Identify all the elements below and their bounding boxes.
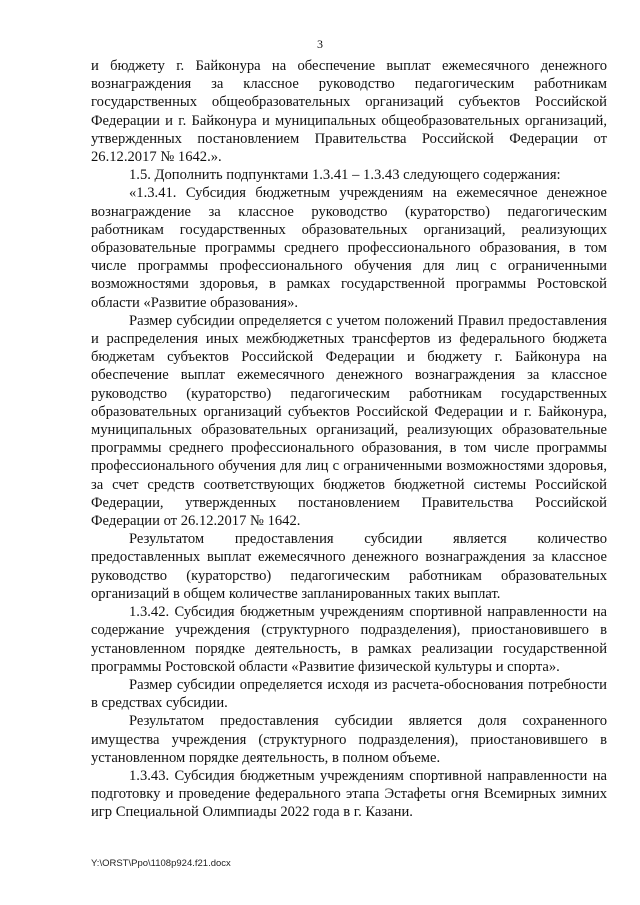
paragraph-subsidy-1-3-41: «1.3.41. Субсидия бюджетным учреждениям на ежемесячное денежное вознаграждение за классное руководство (кураторство) педагогическим работникам государственных образовательных организаций, реализующих образовательные программы среднего профессионального образования, в том числе программы профессионального обучения для лиц с ограниченными возможностями здоровья, в рамках государственной программы Ростовской области «Развитие образования». — [91, 185, 607, 311]
document-body — [91, 57, 607, 822]
paragraph-amendment-1-5: 1.5. Дополнить подпунктами 1.3.41 – 1.3.43 следующего содержания: — [129, 167, 561, 184]
paragraph-subsidy-result-1-3-42: Результатом предоставления субсидии является доля сохраненного имущества учреждения (структурного подразделения), приостановившего в установленном порядке деятельность, в полном объеме. — [91, 713, 607, 766]
paragraph-subsidy-size-1-3-42: Размер субсидии определяется исходя из расчета-обоснования потребности в средствах субсидии. — [91, 676, 607, 712]
paragraph-subsidy-size-1-3-41: Размер субсидии определяется с учетом положений Правил предоставления и распределения иных межбюджетных трансфертов из федерального бюджета бюджетам субъектов Российской Федерации и бюджету г. Байконура на обеспечение выплат ежемесячного денежного вознаграждения за классное руководство (кураторство) педагогическим работникам государственных образовательных организаций субъектов Российской Федерации и г. Байконура, муниципальных образовательных организаций, реализующих образовательные программы среднего профессионального образования, в том числе программы профессионального обучения для лиц с ограниченными возможностями здоровья, за счет средств соответствующих бюджетов бюджетной системы Российской Федерации, утвержденных постановлением Правительства Российской Федерации от 26.12.2017 № 1642. — [91, 312, 607, 530]
paragraph-subsidy-result-1-3-41: Результатом предоставления субсидии является количество предоставленных выплат ежемесячного денежного вознаграждения за классное руководство (кураторство) педагогическим работникам образовательных организаций в общем количестве запланированных таких выплат. — [91, 531, 607, 602]
paragraph-subsidy-1-3-43: 1.3.43. Субсидия бюджетным учреждениям спортивной направленности на подготовку и проведение федерального этапа Эстафеты огня Всемирных зимних игр Специальной Олимпиады 2022 года в г. Казани. — [91, 767, 607, 821]
paragraph-subsidy-1-3-42: 1.3.42. Субсидия бюджетным учреждениям спортивной направленности на содержание учреждения (структурного подразделения), приостановившего в установленном порядке деятельность, в рамках реализации государственной программы Ростовской области «Развитие физической культуры и спорта». — [91, 604, 607, 675]
page-number: 3 — [317, 37, 323, 51]
footer-file-path: Y:\ORST\Ppo\1108p924.f21.docx — [91, 858, 231, 869]
paragraph-continuation: и бюджету г. Байконура на обеспечение выплат ежемесячного денежного вознаграждения за классное руководство педагогическим работникам государственных общеобразовательных организаций субъектов Российской Федерации и г. Байконура и муниципальных общеобразовательных организаций, утвержденных постановлением Правительства Российской Федерации от 26.12.2017 № 1642.». — [91, 58, 607, 166]
